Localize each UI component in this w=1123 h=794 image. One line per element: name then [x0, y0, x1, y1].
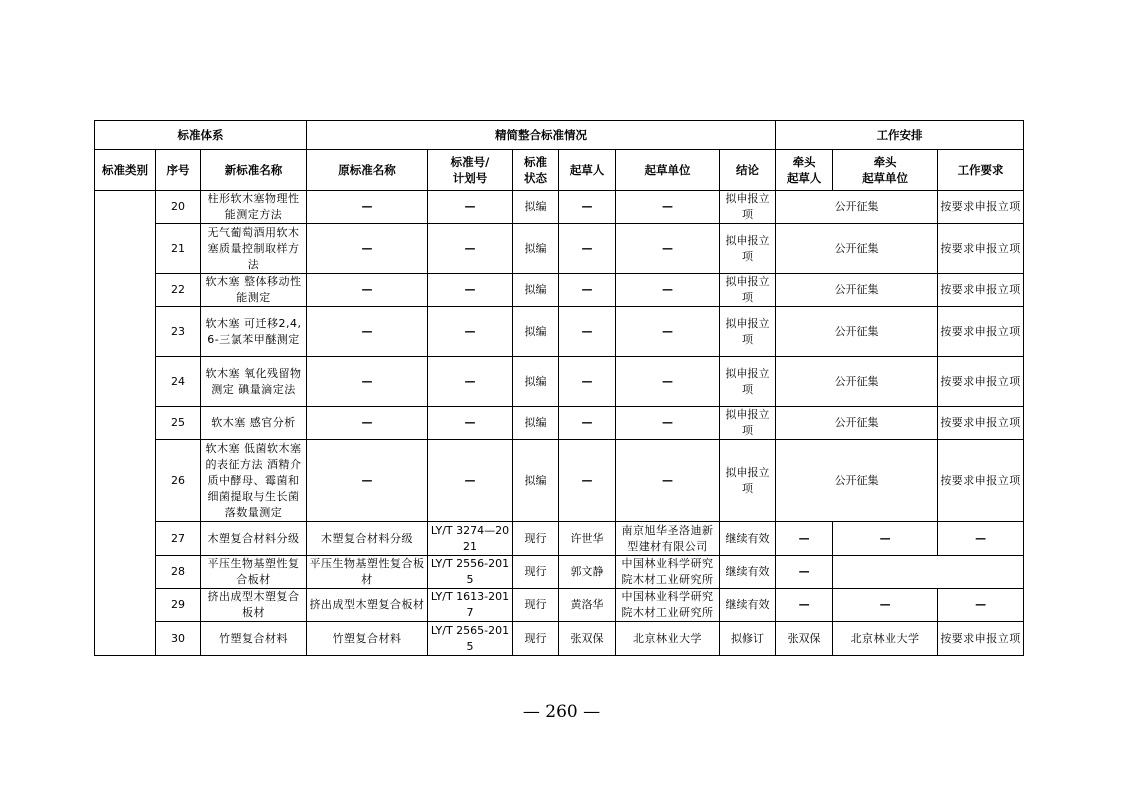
col-conclusion: 结论: [720, 150, 776, 191]
row-conclusion: 继续有效: [720, 556, 776, 589]
row-conclusion: 继续有效: [720, 522, 776, 556]
col-drafter: 起草人: [559, 150, 616, 191]
row-lead-drafter: —: [776, 522, 833, 556]
row-drafting-unit: 北京林业大学: [616, 622, 720, 656]
row-drafter: 黄洛华: [559, 589, 616, 622]
row-drafter: —: [559, 407, 616, 440]
row-new-name: 软木塞 低菌软木塞的表征方法 酒精介质中酵母、霉菌和细菌提取与生长菌落数量测定: [201, 440, 307, 522]
row-std-no: LY/T 1613-2017: [428, 589, 513, 622]
row-drafter: —: [559, 357, 616, 407]
row-orig-name: 竹塑复合材料: [307, 622, 428, 656]
col-orig-name: 原标准名称: [307, 150, 428, 191]
row-lead: 公开征集: [776, 407, 938, 440]
row-lead-unit: 北京林业大学: [833, 622, 938, 656]
row-requirement: 按要求申报立项: [938, 224, 1024, 274]
row-drafter: —: [559, 274, 616, 307]
row-lead-drafter: 张双保: [776, 622, 833, 656]
row-no: 29: [156, 589, 201, 622]
row-drafter: 许世华: [559, 522, 616, 556]
col-lead-unit: 牵头 起草单位: [833, 150, 938, 191]
row-status: 拟编: [513, 191, 559, 224]
row-lead: 公开征集: [776, 307, 938, 357]
row-drafting-unit: 南京旭华圣洛迪新型建材有限公司: [616, 522, 720, 556]
row-drafting-unit: 中国林业科学研究院木材工业研究所: [616, 589, 720, 622]
group-work-plan: 工作安排: [776, 121, 1024, 150]
row-no: 24: [156, 357, 201, 407]
row-drafter: 张双保: [559, 622, 616, 656]
row-drafting-unit: —: [616, 357, 720, 407]
table-row: [95, 440, 1024, 522]
row-requirement: 按要求申报立项: [938, 357, 1024, 407]
table-row: [95, 224, 1024, 274]
row-drafter: —: [559, 191, 616, 224]
row-std-no: LY/T 2565-2015: [428, 622, 513, 656]
row-std-no: —: [428, 307, 513, 357]
row-requirement: —: [938, 589, 1024, 622]
row-requirement: 按要求申报立项: [938, 274, 1024, 307]
row-no: 23: [156, 307, 201, 357]
col-std-no: 标准号/ 计划号: [428, 150, 513, 191]
row-no: 30: [156, 622, 201, 656]
row-status: 拟编: [513, 224, 559, 274]
table-row: [95, 622, 1024, 656]
row-conclusion: 拟申报立项: [720, 440, 776, 522]
row-lead: 公开征集: [776, 274, 938, 307]
row-drafting-unit: —: [616, 191, 720, 224]
row-lead-unit: —: [833, 522, 938, 556]
col-status: 标准 状态: [513, 150, 559, 191]
row-conclusion: 继续有效: [720, 589, 776, 622]
table-row: [95, 522, 1024, 556]
standards-table: [94, 120, 1024, 656]
row-lead: 公开征集: [776, 191, 938, 224]
row-drafting-unit: —: [616, 307, 720, 357]
row-drafting-unit: —: [616, 407, 720, 440]
row-new-name: 软木塞 感官分析: [201, 407, 307, 440]
row-no: 27: [156, 522, 201, 556]
col-lead-drafter: 牵头 起草人: [776, 150, 833, 191]
row-new-name: 平压生物基塑性复合板材: [201, 556, 307, 589]
row-lead: 公开征集: [776, 440, 938, 522]
row-status: 拟编: [513, 440, 559, 522]
row-lead-unit: —: [833, 589, 938, 622]
row-new-name: 软木塞 氧化残留物测定 碘量滴定法: [201, 357, 307, 407]
row-drafting-unit: —: [616, 274, 720, 307]
row-new-name: 挤出成型木塑复合板材: [201, 589, 307, 622]
row-std-no: LY/T 3274—2021: [428, 522, 513, 556]
row-orig-name: —: [307, 440, 428, 522]
table-row: [95, 357, 1024, 407]
row-no: 20: [156, 191, 201, 224]
table-row: [95, 589, 1024, 622]
table-row: [95, 191, 1024, 224]
row-requirement: 按要求申报立项: [938, 622, 1024, 656]
row-std-no: —: [428, 357, 513, 407]
row-requirement: 按要求申报立项: [938, 407, 1024, 440]
group-consolidation: 精简整合标准情况: [307, 121, 776, 150]
row-requirement: 按要求申报立项: [938, 440, 1024, 522]
row-conclusion: 拟修订: [720, 622, 776, 656]
row-conclusion: 拟申报立项: [720, 224, 776, 274]
row-std-no: LY/T 2556-2015: [428, 556, 513, 589]
row-conclusion: 拟申报立项: [720, 274, 776, 307]
row-status: 现行: [513, 622, 559, 656]
row-std-no: —: [428, 224, 513, 274]
row-lead: 公开征集: [776, 357, 938, 407]
col-requirement: 工作要求: [938, 150, 1024, 191]
row-conclusion: 拟申报立项: [720, 307, 776, 357]
row-new-name: 无气葡萄酒用软木塞质量控制取样方法: [201, 224, 307, 274]
row-orig-name: —: [307, 307, 428, 357]
col-category: 标准类别: [95, 150, 156, 191]
row-new-name: 木塑复合材料分级: [201, 522, 307, 556]
row-orig-name: 挤出成型木塑复合板材: [307, 589, 428, 622]
row-status: 现行: [513, 522, 559, 556]
row-requirement: —: [938, 522, 1024, 556]
row-orig-name: 木塑复合材料分级: [307, 522, 428, 556]
row-std-no: —: [428, 191, 513, 224]
row-requirement: 按要求申报立项: [938, 307, 1024, 357]
table-row: [95, 556, 1024, 589]
row-status: 拟编: [513, 407, 559, 440]
row-lead-empty: [833, 556, 1024, 589]
row-orig-name: —: [307, 407, 428, 440]
group-standard-system: 标准体系: [95, 121, 307, 150]
row-conclusion: 拟申报立项: [720, 191, 776, 224]
row-drafting-unit: —: [616, 224, 720, 274]
row-std-no: —: [428, 274, 513, 307]
row-orig-name: —: [307, 191, 428, 224]
row-new-name: 柱形软木塞物理性能测定方法: [201, 191, 307, 224]
row-std-no: —: [428, 407, 513, 440]
page-number: — 260 —: [522, 702, 601, 722]
row-drafting-unit: —: [616, 440, 720, 522]
table-row: [95, 407, 1024, 440]
row-drafter: —: [559, 224, 616, 274]
row-drafter: —: [559, 307, 616, 357]
row-status: 拟编: [513, 357, 559, 407]
row-orig-name: —: [307, 357, 428, 407]
row-no: 26: [156, 440, 201, 522]
row-no: 25: [156, 407, 201, 440]
row-status: 拟编: [513, 307, 559, 357]
row-orig-name: 平压生物基塑性复合板材: [307, 556, 428, 589]
row-std-no: —: [428, 440, 513, 522]
row-status: 现行: [513, 589, 559, 622]
row-orig-name: —: [307, 274, 428, 307]
row-requirement: 按要求申报立项: [938, 191, 1024, 224]
row-new-name: 软木塞 可迁移2,4,6-三氯苯甲醚测定: [201, 307, 307, 357]
row-no: 28: [156, 556, 201, 589]
category-cell: [95, 191, 156, 656]
row-lead: 公开征集: [776, 224, 938, 274]
row-drafting-unit: 中国林业科学研究院木材工业研究所: [616, 556, 720, 589]
table-row: [95, 307, 1024, 357]
row-drafter: 郭文静: [559, 556, 616, 589]
row-status: 现行: [513, 556, 559, 589]
row-conclusion: 拟申报立项: [720, 357, 776, 407]
row-conclusion: 拟申报立项: [720, 407, 776, 440]
row-new-name: 竹塑复合材料: [201, 622, 307, 656]
col-drafting-unit: 起草单位: [616, 150, 720, 191]
row-new-name: 软木塞 整体移动性能测定: [201, 274, 307, 307]
row-no: 21: [156, 224, 201, 274]
row-status: 拟编: [513, 274, 559, 307]
col-no: 序号: [156, 150, 201, 191]
col-new-name: 新标准名称: [201, 150, 307, 191]
row-lead-drafter: —: [776, 556, 833, 589]
table-row: [95, 274, 1024, 307]
row-drafter: —: [559, 440, 616, 522]
row-orig-name: —: [307, 224, 428, 274]
row-no: 22: [156, 274, 201, 307]
row-lead-drafter: —: [776, 589, 833, 622]
